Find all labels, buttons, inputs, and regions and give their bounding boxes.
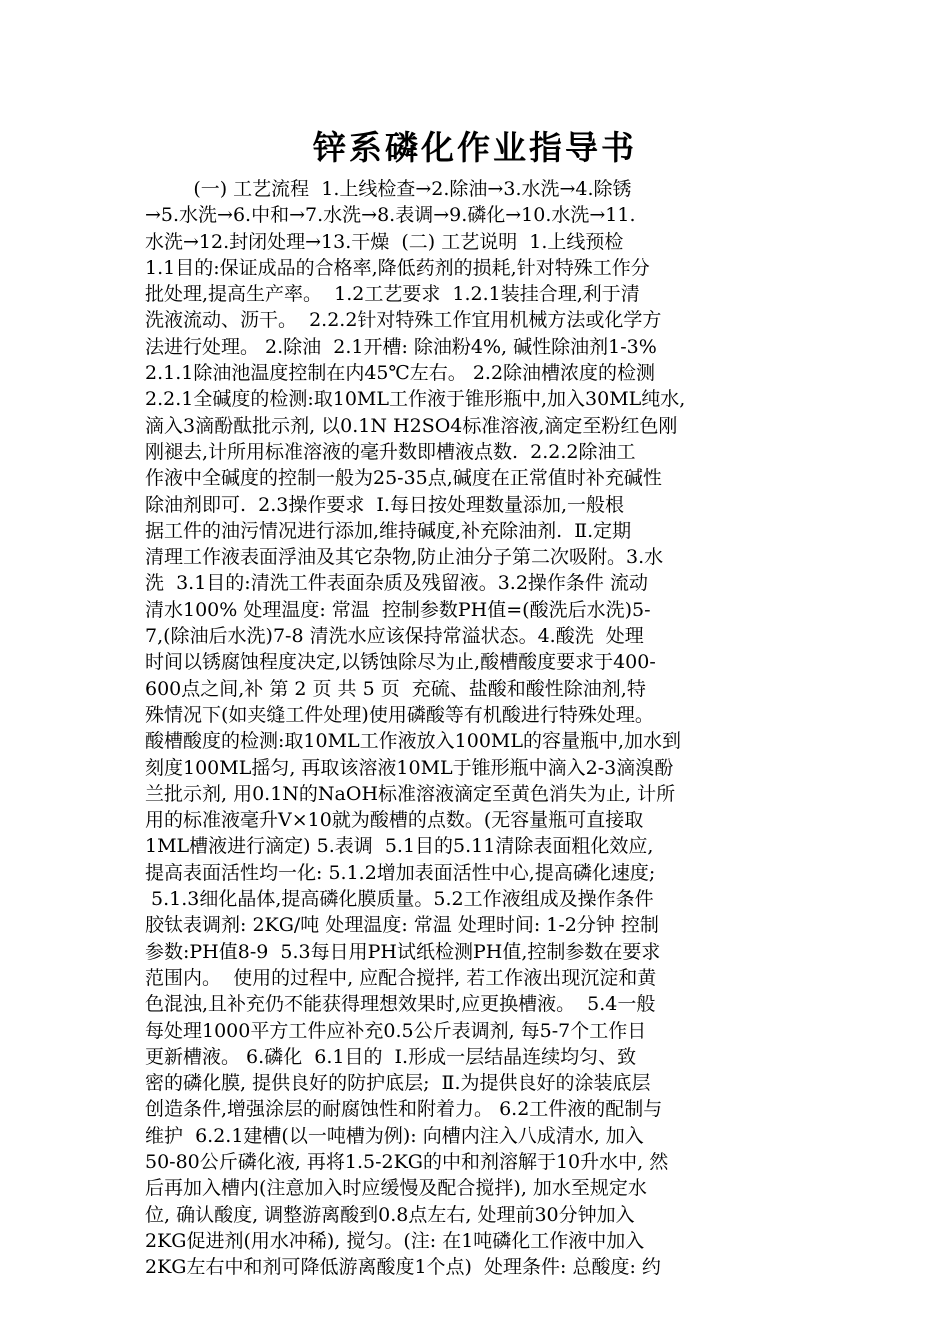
body-line: 胶钛表调剂: 2KG/吨 处理温度: 常温 处理时间: 1-2分钟 控制 (145, 914, 659, 937)
body-line: 提高表面活性均一化: 5.1.2增加表面活性中心,提高磷化速度; (145, 861, 656, 884)
body-line: 酸槽酸度的检测:取10ML工作液放入100ML的容量瓶中,加水到 (145, 730, 682, 753)
body-line: 时间以锈腐蚀程度决定,以锈蚀除尽为止,酸槽酸度要求于400- (145, 651, 656, 674)
body-line: 滴入3滴酚酞批示剂, 以0.1N H2SO4标准溶液,滴定至粉红色刚 (145, 414, 678, 437)
body-line: 兰批示剂, 用0.1N的NaOH标准溶液滴定至黄色消失为止, 计所 (145, 782, 676, 805)
body-line: 创造条件,增强涂层的耐腐蚀性和附着力。 6.2工件液的配制与 (145, 1098, 663, 1121)
body-line: 更新槽液。 6.磷化 6.1目的 Ⅰ.形成一层结晶连续均匀、致 (145, 1045, 637, 1068)
body-line: 刻度100ML摇匀, 再取该溶液10ML于锥形瓶中滴入2-3滴溴酚 (145, 756, 674, 779)
body-line: 1.1目的:保证成品的合格率,降低药剂的损耗,针对特殊工作分 (145, 256, 650, 279)
body-line: 2KG左右中和剂可降低游离酸度1个点) 处理条件: 总酸度: 约 (145, 1256, 661, 1279)
body-line: 用的标准液毫升V×10就为酸槽的点数。(无容量瓶可直接取 (145, 809, 644, 832)
body-line: 刚褪去,计所用标准溶液的毫升数即槽液点数. 2.2.2除油工 (145, 440, 636, 463)
body-line: 每处理1000平方工件应补充0.5公斤表调剂, 每5-7个工作日 (145, 1019, 647, 1042)
body-line: 清理工作液表面浮油及其它杂物,防止油分子第二次吸附。3.水 (145, 546, 664, 569)
body-line: (一) 工艺流程 1.上线检查→2.除油→3.水洗→4.除锈 (145, 178, 632, 200)
body-line: 水洗→12.封闭处理→13.干燥 (二) 工艺说明 1.上线预检 (145, 230, 624, 253)
body-line: 洗 3.1目的:清洗工件表面杂质及残留液。3.2操作条件 流动 (145, 572, 648, 595)
body-line: 作液中全碱度的控制一般为25-35点,碱度在正常值时补充碱性 (145, 467, 662, 490)
body-line: 清水100% 处理温度: 常温 控制参数PH值=(酸洗后水洗)5- (145, 598, 651, 621)
document-title: 锌系磷化作业指导书 (313, 128, 637, 167)
body-line: →5.水洗→6.中和→7.水洗→8.表调→9.磷化→10.水洗→11. (145, 204, 636, 227)
body-line: 色混浊,且补充仍不能获得理想效果时,应更换槽液。 5.4一般 (145, 993, 656, 1016)
body-line: 2.2.1全碱度的检测:取10ML工作液于锥形瓶中,加入30ML纯水, (145, 388, 686, 411)
body-line: 密的磷化膜, 提供良好的防护底层; Ⅱ.为提供良好的涂装底层 (145, 1072, 651, 1095)
body-line: 殊情况下(如夹缝工件处理)使用磷酸等有机酸进行特殊处理。 (145, 703, 654, 726)
body-line: 据工件的油污情况进行添加,维持碱度,补充除油剂. Ⅱ.定期 (145, 519, 632, 542)
body-line: 维护 6.2.1建槽(以一吨槽为例): 向槽内注入八成清水, 加入 (145, 1124, 644, 1147)
body-line: 7,(除油后水洗)7-8 清洗水应该保持常溢状态。4.酸洗 处理 (145, 625, 644, 648)
body-line: 50-80公斤磷化液, 再将1.5-2KG的中和剂溶解于10升水中, 然 (145, 1150, 669, 1173)
document-body (145, 176, 811, 1280)
body-line: 位, 确认酸度, 调整游离酸到0.8点左右, 处理前30分钟加入 (145, 1203, 635, 1226)
body-line: 600点之间,补 第 2 页 共 5 页 充硫、盐酸和酸性除油剂,特 (145, 677, 646, 700)
body-line: 除油剂即可. 2.3操作要求 Ⅰ.每日按处理数量添加,一般根 (145, 493, 624, 516)
body-line: 5.1.3细化晶体,提高磷化膜质量。5.2工作液组成及操作条件 (145, 888, 654, 911)
body-line: 2KG促进剂(用水冲稀), 搅匀。(注: 在1吨磷化工作液中加入 (145, 1229, 645, 1252)
body-line: 2.1.1除油池温度控制在内45℃左右。 2.2除油槽浓度的检测 (145, 362, 656, 385)
body-line: 批处理,提高生产率。 1.2工艺要求 1.2.1装挂合理,利于清 (145, 283, 640, 306)
body-line: 1ML槽液进行滴定) 5.表调 5.1目的5.11清除表面粗化效应, (145, 835, 654, 858)
body-line: 后再加入槽内(注意加入时应缓慢及配合搅拌), 加水至规定水 (145, 1177, 647, 1200)
body-line: 范围内。 使用的过程中, 应配合搅拌, 若工作液出现沉淀和黄 (145, 966, 657, 989)
body-line: 洗液流动、沥干。 2.2.2针对特殊工作宜用机械方法或化学方 (145, 309, 662, 332)
body-line: 法进行处理。 2.除油 2.1开槽: 除油粉4%, 碱性除油剂1-3% (145, 335, 657, 358)
body-line: 参数:PH值8-9 5.3每日用PH试纸检测PH值,控制参数在要求 (145, 940, 661, 963)
